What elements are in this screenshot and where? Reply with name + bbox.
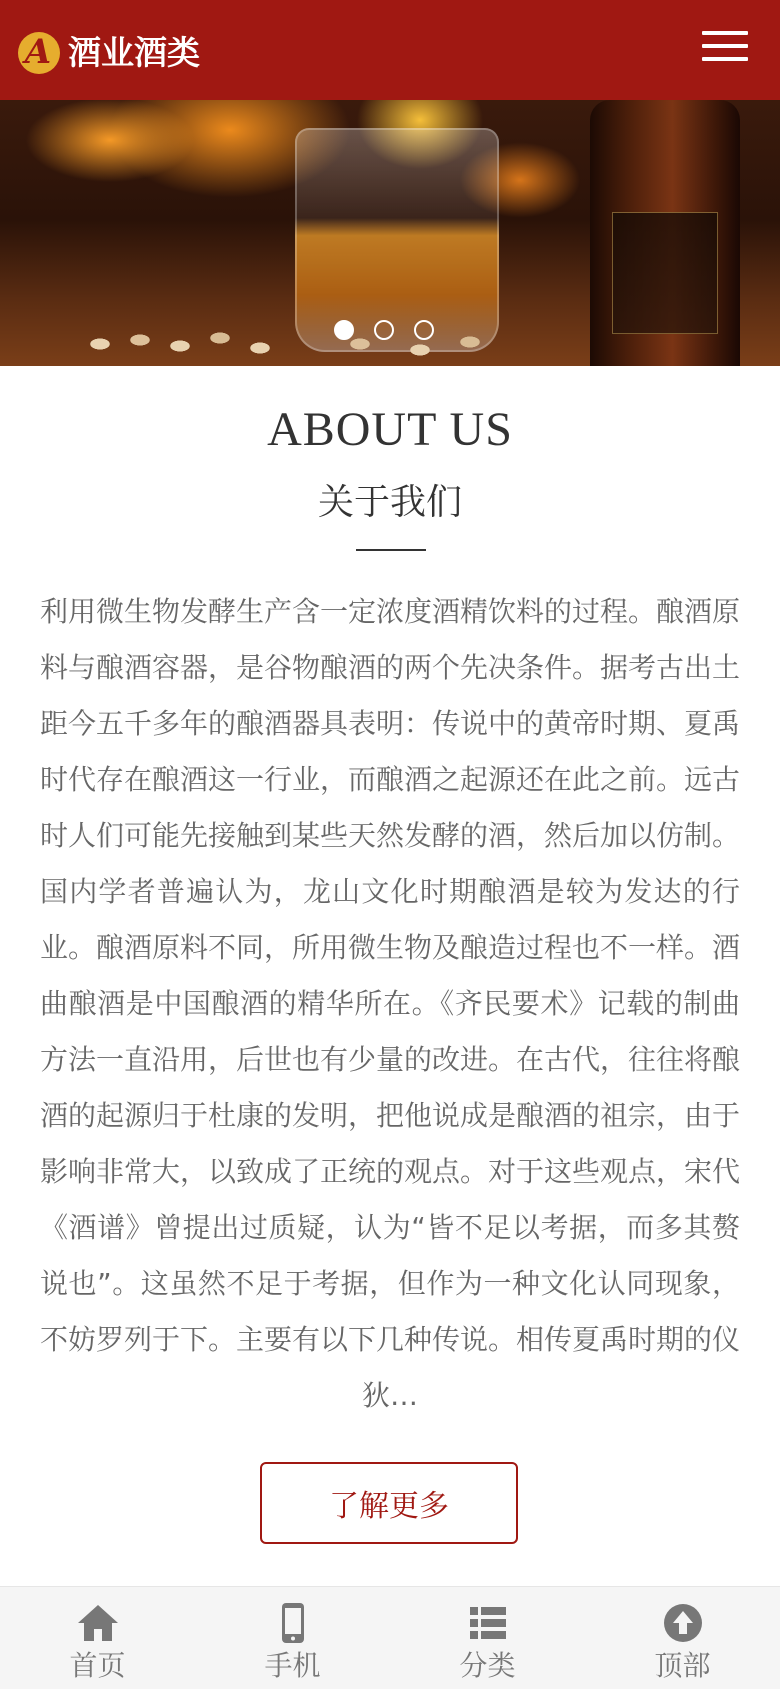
- logo-text: 酒业酒类: [68, 33, 200, 72]
- banner-glass-image: [295, 128, 499, 352]
- arrow-up-circle-icon: [661, 1601, 705, 1645]
- nav-item-category[interactable]: [390, 1587, 585, 1689]
- mobile-phone-icon: [271, 1601, 315, 1645]
- slider-dot-2[interactable]: [374, 320, 394, 340]
- nav-label-top: 顶部: [654, 1649, 711, 1682]
- hamburger-icon[interactable]: [702, 31, 748, 63]
- site-header: [0, 0, 780, 100]
- site-logo[interactable]: [18, 30, 200, 76]
- nav-label-category: 分类: [459, 1649, 516, 1682]
- about-title-cn: 关于我们: [317, 482, 462, 523]
- banner-bottle-label: [612, 212, 718, 334]
- learn-more-button[interactable]: 了解更多: [260, 1462, 518, 1544]
- nav-label-home: 首页: [69, 1649, 126, 1682]
- slider-dot-3[interactable]: [414, 320, 434, 340]
- nav-label-mobile: 手机: [264, 1649, 321, 1682]
- banner-nuts-image: [60, 330, 500, 366]
- nav-item-mobile[interactable]: [195, 1587, 390, 1689]
- about-body-text: 利用微生物发酵生产含一定浓度酒精饮料的过程。酿酒原料与酿酒容器，是谷物酿酒的两个先决条件。据考古出土距今五千多年的酿酒器具表明：传说中的黄帝时期、夏禹时代存在酿酒这一行业，而酿酒之起源还在此之前。远古时人们可能先接触到某些天然发酵的酒，然后加以仿制。 国内学者普遍认为，龙山文化时期酿酒是较为发达的行业。酿酒原料不同，所用微生物及酿造过程也不一样。酒曲酿酒是中国酿酒的精华所在。《齐民要术》记载的制曲方法一直沿用，后世也有少量的改进。在古代，往往将酿酒的起源归于杜康的发明，把他说成是酿酒的祖宗，由于影响非常大，以致成了正统的观点。对于这些观点，宋代《酒谱》曾提出过质疑，认为“皆不足以考据，而多其赘说也”。这虽然不足于考据，但作为一种文化认同现象，不妨罗列于下。主要有以下几种传说。相传夏禹时期的仪狄…: [40, 595, 741, 1412]
- bottom-navigation: [0, 1586, 780, 1689]
- nav-item-home[interactable]: [0, 1587, 195, 1689]
- about-divider: [356, 549, 426, 551]
- logo-letter: A: [24, 32, 52, 72]
- home-icon: [76, 1601, 120, 1645]
- nav-item-top[interactable]: [585, 1587, 780, 1689]
- logo-emblem-icon: [18, 32, 60, 74]
- slider-dot-1[interactable]: [334, 320, 354, 340]
- slider-dots: [334, 320, 434, 344]
- category-list-icon: [466, 1601, 510, 1645]
- about-title-en: ABOUT US: [267, 403, 513, 456]
